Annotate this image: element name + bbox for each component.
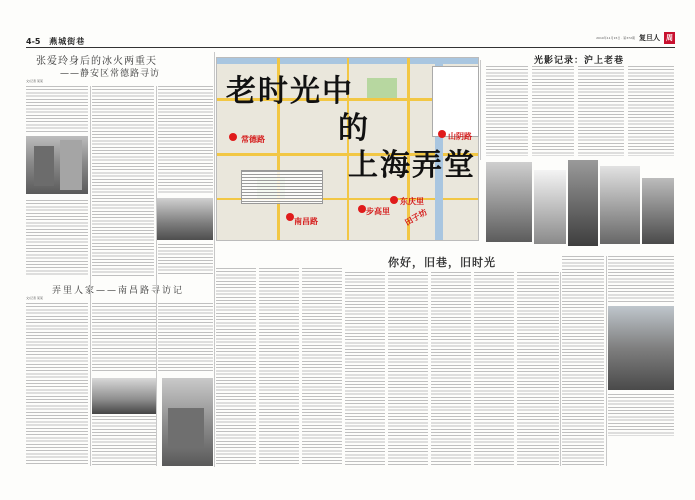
text-block [259,268,299,466]
collage-photo [600,166,640,244]
column-rule [156,86,157,466]
bicycle-photo [92,378,156,414]
second-article-title: 弄里人家——南昌路寻访记 [52,286,185,296]
collage-photo [568,160,598,246]
text-block [486,66,528,156]
page-number: 4-5 [26,37,41,46]
second-article-byline: 文/记者 某某 [26,296,43,300]
brand-name: 复旦人 [639,34,660,42]
collage-photo [534,170,566,244]
article-title: 张爱玲身后的冰火两重天 [36,56,157,67]
text-block [92,86,154,276]
page-header-left [26,36,85,47]
pin-label-tianzifang: 田子坊 [403,207,429,228]
feature-title-line2: 的 [338,111,368,146]
text-block [532,66,574,156]
house-photo [157,198,213,240]
page-header-right [596,32,675,44]
text-block [92,416,156,466]
article-byline: 文/记者 某某 [26,79,43,83]
map-pin [286,213,294,221]
text-block [431,272,471,466]
text-block [26,86,88,132]
text-block [474,272,514,466]
text-block [517,272,559,466]
collage-photo [486,162,532,242]
map-pin [390,196,398,204]
article-subtitle: ——静安区常德路寻访 [60,69,161,79]
text-block [158,86,213,194]
column-rule [606,256,607,466]
pin-label-nanchang: 南昌路 [294,217,318,226]
text-block [26,303,88,466]
pin-label-shanyin: 山阴路 [448,132,472,141]
text-block [578,66,624,156]
map-note-box [241,170,323,204]
column-rule [214,52,215,467]
section-subheading: 你好，旧巷，旧时光 [388,256,496,269]
text-block [388,272,428,466]
text-block [608,394,674,436]
lane-photo [26,136,88,194]
column-rule [560,272,561,466]
feature-title-line1: 老时光中 [226,74,354,109]
feature-title-line3: 上海弄堂 [348,148,476,183]
section-name: 燕城街巷 [49,37,86,46]
pin-label-bugaoli: 步高里 [366,207,390,216]
map-pin [358,205,366,213]
column-rule [480,60,481,160]
brand-logo: 周 [666,34,673,42]
text-block [608,256,674,304]
map-inset-blank [432,66,479,137]
text-block [302,268,342,466]
text-block [216,268,256,466]
header-rule [26,47,675,48]
map-pin [438,130,446,138]
photo-collage [486,160,674,248]
text-block [92,303,156,373]
street-photo [608,306,674,390]
text-block [158,244,213,276]
map-pin [229,133,237,141]
collage-photo [642,178,674,244]
text-block [562,256,604,466]
text-block [628,66,674,156]
right-heading: 光影记录：沪上老巷 [534,56,625,66]
pin-label-dongqingli: 东庆里 [400,197,424,206]
date-line: 2010年11月15日 · 第372期 [596,36,635,40]
text-block [345,272,385,466]
text-block [158,303,213,373]
text-block [26,200,88,276]
pin-label-changde: 常德路 [241,135,265,144]
alley-photo [162,378,213,466]
column-rule [90,86,91,466]
